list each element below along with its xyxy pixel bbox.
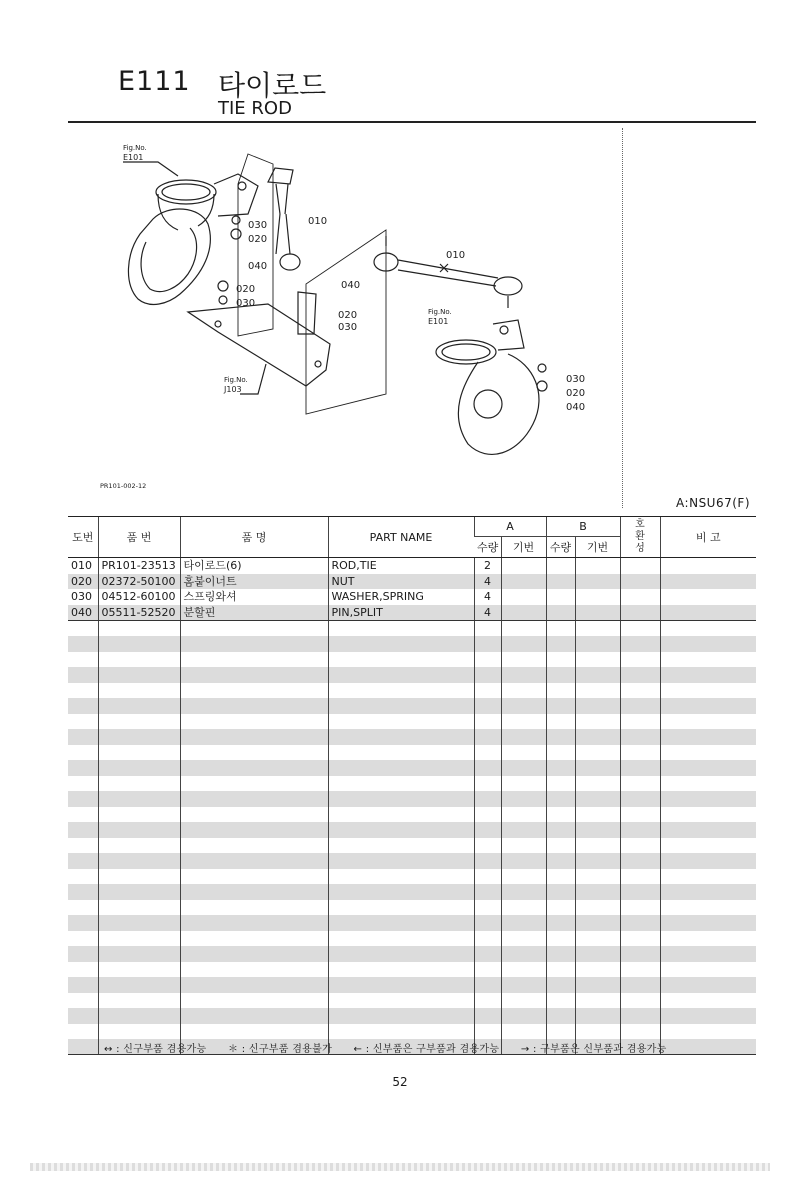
diagram-divider	[622, 128, 623, 508]
callout-020-right: 020	[566, 388, 586, 399]
row-part-no: 04512-60100	[98, 589, 180, 605]
empty-table-row	[68, 760, 756, 776]
page-title-korean: 타이로드	[218, 69, 327, 102]
empty-table-row	[68, 683, 756, 699]
callout-030-lower: 030	[236, 298, 256, 309]
table-row	[68, 558, 756, 574]
header-remarks: 비 고	[660, 517, 756, 558]
table-row	[68, 589, 756, 605]
empty-table-row	[68, 884, 756, 900]
row-name-ko: 홈붙이너트	[180, 574, 328, 590]
row-part-no: 02372-50100	[98, 574, 180, 590]
row-part-no: PR101-23513	[98, 558, 180, 574]
fig-label-3: Fig.No.	[428, 308, 452, 316]
header-base-a: 기번	[501, 537, 546, 558]
empty-table-row	[68, 931, 756, 947]
callout-040-left: 040	[248, 261, 268, 272]
callout-020-center: 020	[338, 310, 358, 321]
row-no: 040	[68, 605, 98, 621]
table-row	[68, 605, 756, 621]
header-compat: 호 환 성	[620, 517, 660, 558]
fig-label-2: Fig.No.	[224, 376, 248, 384]
empty-table-row	[68, 822, 756, 838]
empty-table-row	[68, 667, 756, 683]
callout-030-left: 030	[248, 220, 268, 231]
title-rule	[68, 121, 756, 123]
empty-table-row	[68, 946, 756, 962]
fig-ref-j103: J103	[224, 385, 242, 394]
catalog-code: E111	[118, 66, 191, 97]
callout-020-left: 020	[248, 234, 268, 245]
row-name-ko: 스프링와셔	[180, 589, 328, 605]
legend-item: ＊ : 신구부품 겸용불가	[227, 1044, 333, 1055]
empty-table-row	[68, 1008, 756, 1024]
empty-table-row	[68, 1024, 756, 1040]
callout-030-right: 030	[566, 374, 586, 385]
callout-010-right: 010	[446, 250, 466, 261]
empty-table-row	[68, 853, 756, 869]
empty-table-row	[68, 714, 756, 730]
fig-label-1: Fig.No.	[123, 144, 147, 152]
tie-rod-assembly	[374, 236, 522, 308]
header-group-b: B	[546, 517, 620, 537]
row-no: 010	[71, 559, 92, 572]
callout-020-lower: 020	[236, 284, 256, 295]
empty-table-row	[68, 807, 756, 823]
empty-table-row	[68, 977, 756, 993]
empty-table-row	[68, 698, 756, 714]
header-part-no: 품 번	[98, 517, 180, 558]
empty-table-row	[68, 745, 756, 761]
empty-table-row	[68, 900, 756, 916]
row-no: 030	[71, 590, 92, 603]
row-part-name: NUT	[328, 574, 474, 590]
header-part-name: PART NAME	[328, 517, 474, 558]
legend-item: → : 구부품은 신부품과 겸용가능	[520, 1044, 667, 1055]
fig-ref-e101-left: E101	[123, 153, 144, 162]
empty-table-row	[68, 776, 756, 792]
empty-table-row	[68, 636, 756, 652]
row-name-ko: 타이로드(6)	[180, 558, 328, 574]
callout-040-center: 040	[341, 280, 361, 291]
header-group-a: A	[474, 517, 546, 537]
legend-item: ← : 신부품은 구부품과 겸용가능	[353, 1044, 500, 1055]
right-knuckle-housing	[436, 320, 539, 454]
page-title-english: TIE ROD	[218, 98, 292, 119]
header-qty-a: 수량	[474, 537, 501, 558]
lower-bracket	[188, 292, 330, 386]
header-qty-b: 수량	[546, 537, 575, 558]
empty-table-row	[68, 993, 756, 1009]
empty-table-row	[68, 652, 756, 668]
row-qty-a: 4	[474, 574, 501, 590]
header-no: 도번	[68, 517, 98, 558]
row-name-ko: 분할핀	[180, 605, 328, 621]
row-qty-a: 4	[474, 589, 501, 605]
legend-item: ↔ : 신구부품 겸용가능	[104, 1044, 207, 1055]
row-part-no: 05511-52520	[98, 605, 180, 621]
empty-table-row	[68, 791, 756, 807]
header-name-ko: 품 명	[180, 517, 328, 558]
row-qty-a: 2	[474, 558, 501, 574]
empty-table-row	[68, 869, 756, 885]
row-part-name: PIN,SPLIT	[328, 605, 474, 621]
row-part-name: WASHER,SPRING	[328, 589, 474, 605]
empty-table-row	[68, 729, 756, 745]
exploded-parts-diagram	[68, 124, 624, 508]
parts-table	[68, 516, 756, 1055]
fig-ref-e101-right: E101	[428, 317, 449, 326]
row-qty-a: 4	[474, 605, 501, 621]
header-base-b: 기번	[575, 537, 620, 558]
empty-table-row	[68, 915, 756, 931]
empty-table-row	[68, 838, 756, 854]
compatibility-legend	[104, 1040, 685, 1055]
page-number: 52	[392, 1075, 408, 1089]
empty-table-row	[68, 962, 756, 978]
table-row	[68, 574, 756, 590]
callout-010-left: 010	[308, 216, 328, 227]
callout-040-right: 040	[566, 402, 586, 413]
empty-table-row	[68, 621, 756, 637]
row-no: 020	[68, 574, 98, 590]
model-code: A:NSU67(F)	[676, 496, 750, 510]
callout-030-center: 030	[338, 322, 358, 333]
diagram-code: PR101-002-12	[100, 482, 147, 490]
row-part-name: ROD,TIE	[328, 558, 474, 574]
scan-edge	[30, 1163, 770, 1171]
